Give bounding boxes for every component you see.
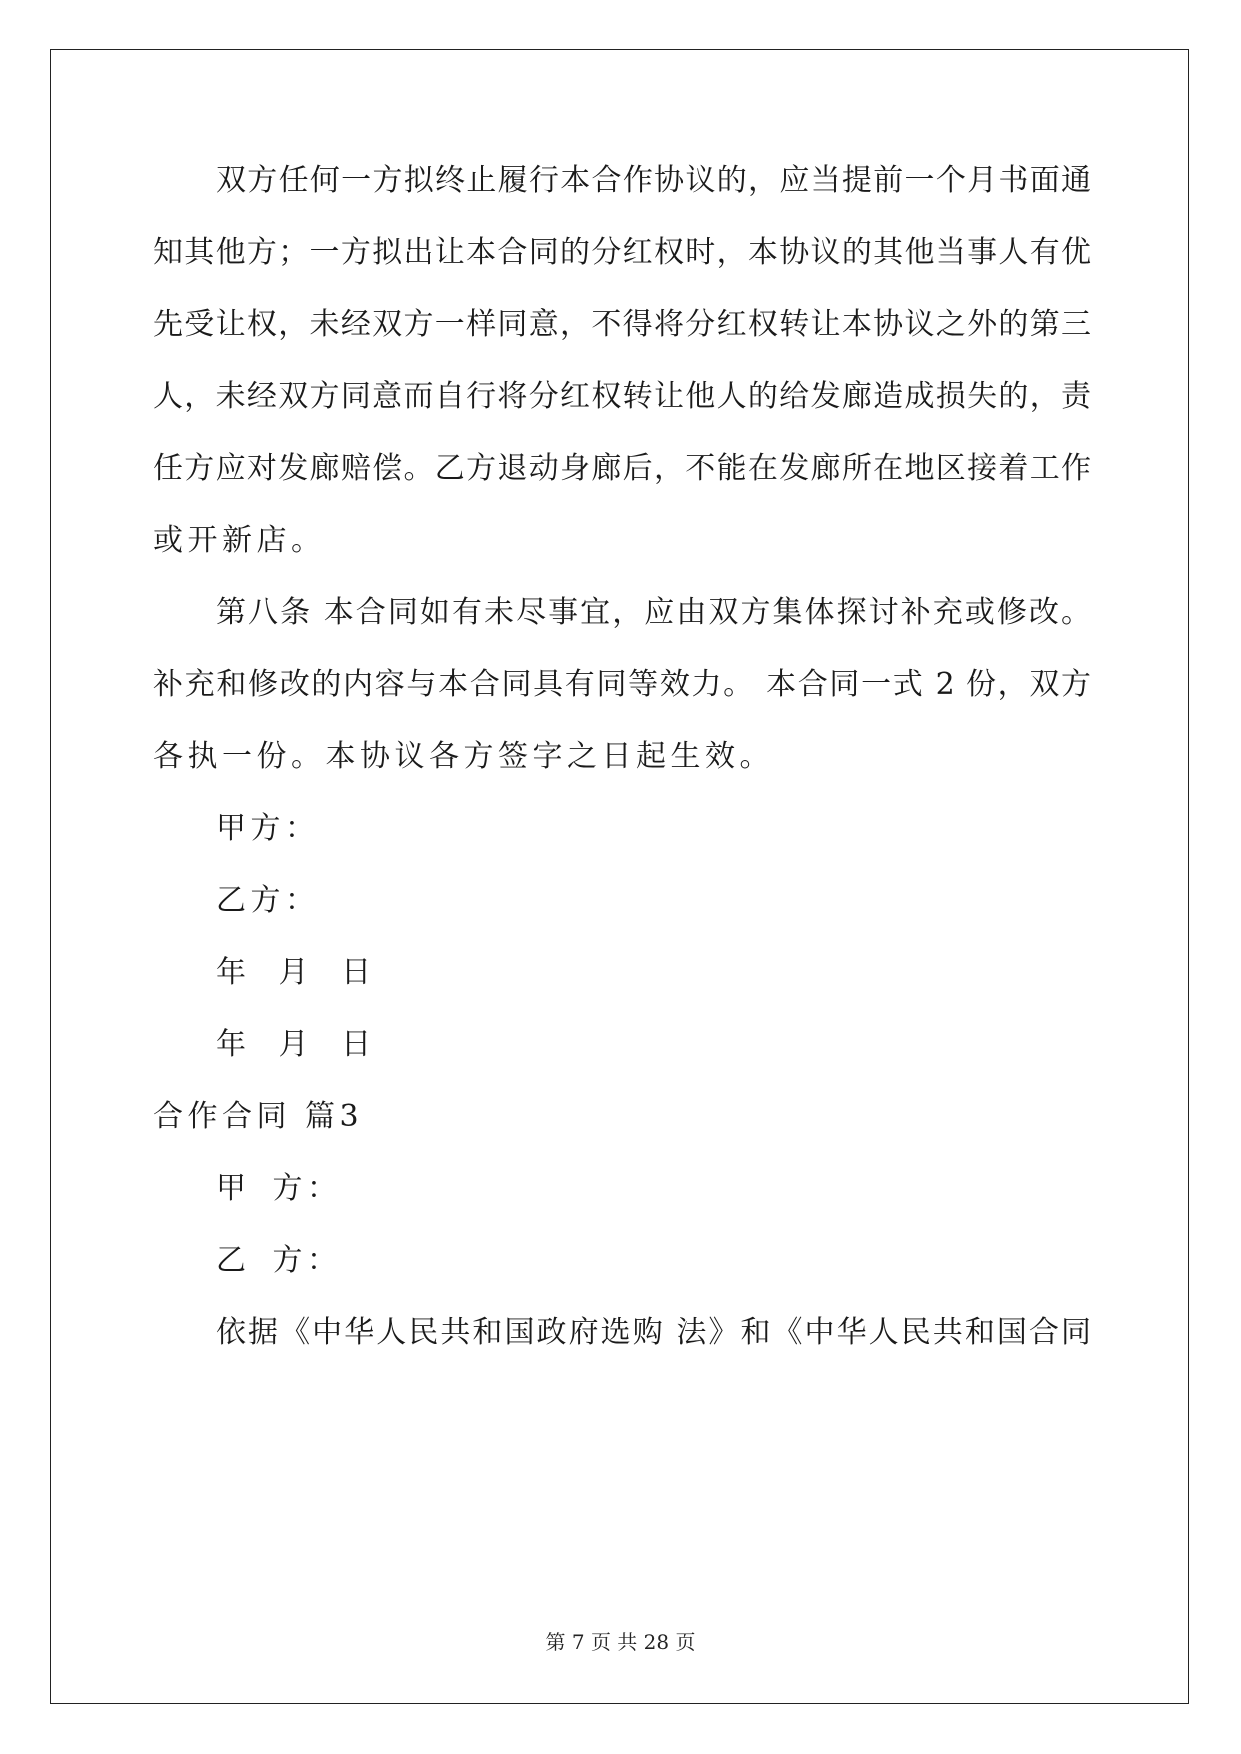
party-b-label: 乙方： [216,883,320,918]
party-a-label: 甲 方： [216,1171,342,1206]
paragraph-line: 双方任何一方拟终止履行本合作协议的，应当提前一个月书面通 [216,163,1091,198]
paragraph-line: 任方应对发廊赔偿。乙方退动身廊后，不能在发廊所在地区接着工作 [153,451,1091,486]
date-line: 年 月 日 [216,955,376,990]
section-heading: 合作合同 篇3 [153,1099,364,1134]
article-8-line: 第八条 本合同如有未尽事宜，应由双方集体探讨补充或修改。 [216,595,1091,630]
page-border [50,49,1189,1704]
paragraph-line: 人，未经双方同意而自行将分红权转让他人的给发廊造成损失的，责 [153,379,1091,414]
paragraph-line: 或开新店。 [153,523,326,558]
date-line: 年 月 日 [216,1027,376,1062]
paragraph-line: 先受让权，未经双方一样同意，不得将分红权转让本协议之外的第三 [153,307,1091,342]
page-number-footer: 第 7 页 共 28 页 [545,1630,696,1654]
paragraph-line: 知其他方；一方拟出让本合同的分红权时，本协议的其他当事人有优 [153,235,1091,270]
paragraph-line: 依据《中华人民共和国政府选购 法》和《中华人民共和国合同 [216,1315,1091,1350]
party-b-label: 乙 方： [216,1243,342,1278]
article-8-line: 补充和修改的内容与本合同具有同等效力。 本合同一式 2 份，双方 [153,667,1091,702]
party-a-label: 甲方： [216,811,320,846]
article-8-line: 各执一份。本协议各方签字之日起生效。 [153,739,774,774]
